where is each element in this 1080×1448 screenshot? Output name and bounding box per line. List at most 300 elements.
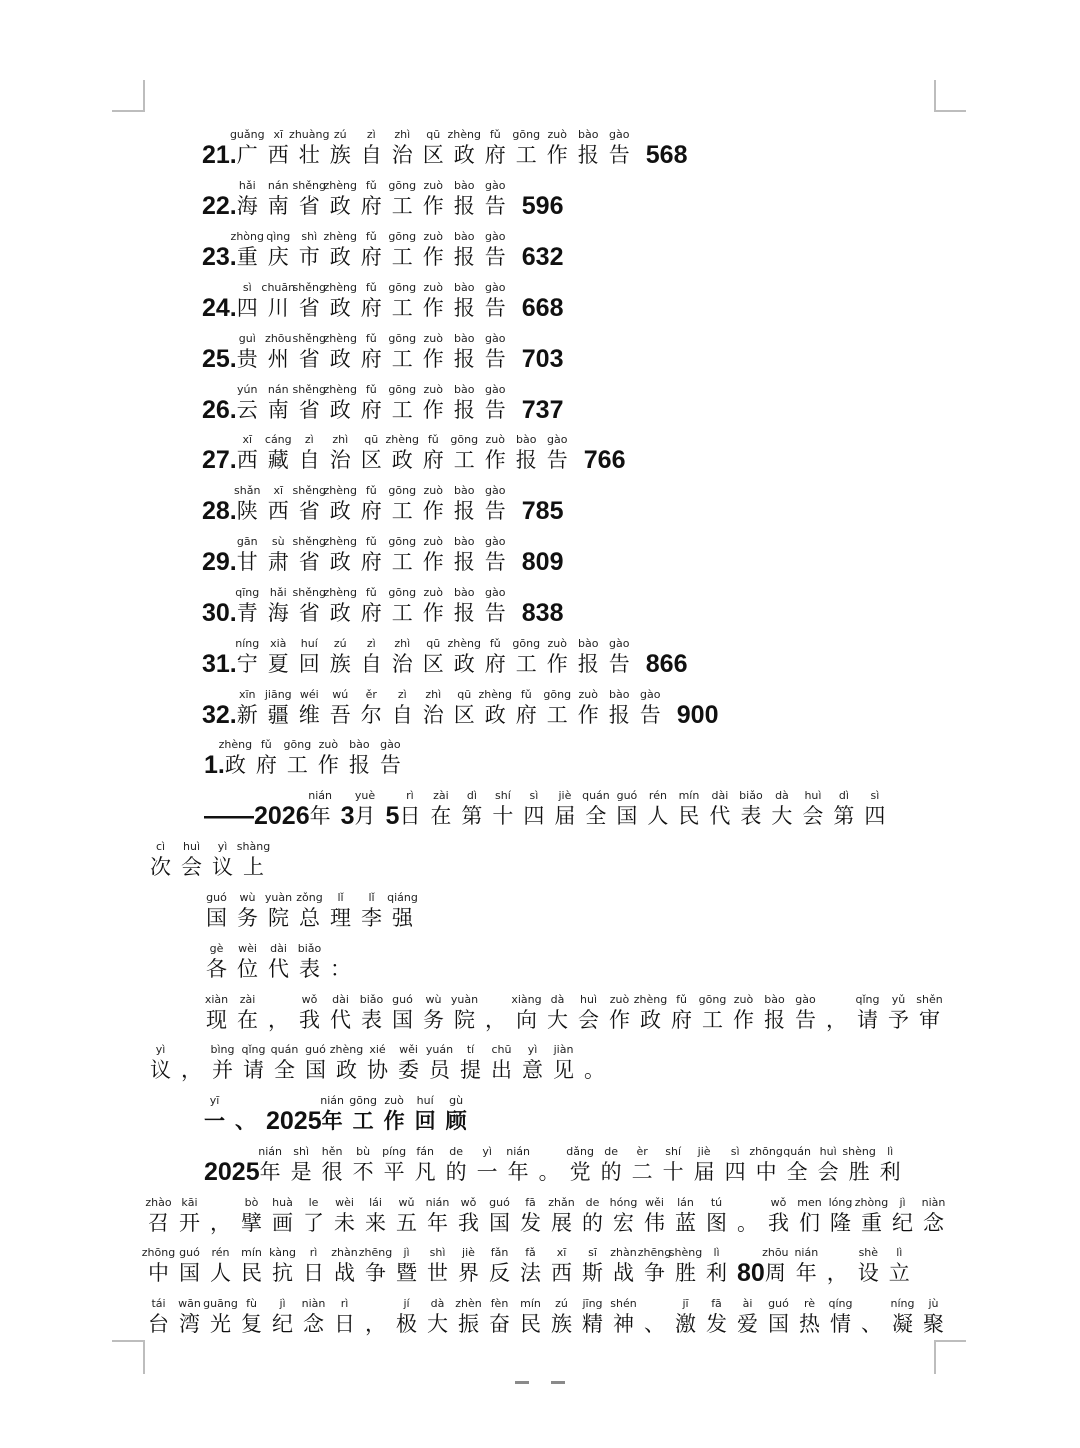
toc-entry-26-seg-1: 云南省政府工作报告 [236,398,516,422]
para-1-line-2-seg-0: 议，并请全国政协委员提出意见。 [150,1058,615,1082]
crop-mark-top-right-v [934,80,936,112]
para-2-line-3-seg-0: 中国人民抗日战争暨世界反法西斯战争胜利 [148,1261,737,1285]
pinyin-syllable: zuò [384,1094,404,1107]
pinyin-syllable: huí [416,1094,434,1107]
pinyin-syllable: zǒng [296,891,323,904]
pinyin-syllable: zuò [423,586,444,599]
pinyin-syllable: lǐ [337,891,344,904]
toc-entry-24-seg-2: 668 [521,294,564,322]
pinyin-syllable: gào [485,179,506,192]
pinyin-syllable: jiàn [553,1043,574,1056]
section-1-title-text [204,750,411,780]
pinyin-syllable: xiàn [204,993,229,1006]
pinyin-syllable: de [449,1145,463,1158]
toc-entry-25-seg-1: 贵州省政府工作报告 [236,347,516,371]
pinyin-syllable: zhèng [447,128,481,141]
crop-mark-bottom-left-h [112,1340,144,1342]
pinyin-syllable: bào [454,535,475,548]
pinyin-syllable: zài [239,993,256,1006]
toc-entry-32-seg-2: 900 [676,701,719,729]
pinyin-syllable: dà [775,789,789,802]
pinyin-syllable: zhōng [749,1145,783,1158]
pinyin-syllable: zuò [609,993,630,1006]
pinyin-syllable: zhèng [447,637,481,650]
pinyin-syllable: chū [491,1043,512,1056]
pinyin-syllable: gōng [388,179,417,192]
pinyin-syllable: bào [454,383,475,396]
crop-mark-bottom-right-h [934,1340,966,1342]
pinyin-syllable: bào [764,993,785,1006]
toc-entry-32-seg-0: 32. [202,701,237,729]
pinyin-syllable: lì [896,1246,903,1259]
pinyin-syllable: bào [454,281,475,294]
para-2-line-3-seg-1: 80 [737,1259,765,1287]
pinyin-syllable: yuán [425,1043,454,1056]
pinyin-syllable: lóng [828,1196,853,1209]
pinyin-syllable: yì [155,1043,166,1056]
pinyin-syllable: zuò [423,281,444,294]
pinyin-syllable: fǔ [365,179,377,192]
pinyin-syllable: zhèng [218,738,253,751]
pinyin-syllable: shěng [292,332,326,345]
pinyin-syllable: gào [485,332,506,345]
pinyin-syllable: zì [397,688,407,701]
pinyin-syllable: bào [454,586,475,599]
pinyin-syllable: yuàn [450,993,479,1006]
pinyin-syllable: dài [332,993,349,1006]
pinyin-syllable: xī [556,1246,567,1259]
pinyin-syllable: gōng [388,383,417,396]
para-1-line-1-text [206,1005,950,1035]
pinyin-syllable: guó [489,1196,510,1209]
speaker-line-seg-0: 国务院总理李强 [206,906,423,930]
toc-entry-28-text [202,496,563,526]
pinyin-syllable: gōng [388,586,417,599]
page-footer-dash-left [515,1381,529,1384]
pinyin-syllable: shěng [292,179,326,192]
pinyin-syllable: fā [711,1297,722,1310]
pinyin-syllable: shí [495,789,511,802]
pinyin-syllable: zhōu [762,1246,789,1259]
pinyin-syllable: kāi [181,1196,198,1209]
pinyin-syllable: tái [151,1297,166,1310]
pinyin-syllable: guó [206,891,227,904]
pinyin-syllable: gōng [388,281,417,294]
pinyin-syllable: zhèng [478,688,512,701]
pinyin-syllable: gào [795,993,816,1006]
pinyin-syllable: quán [582,789,610,802]
pinyin-syllable: xié [369,1043,386,1056]
pinyin-syllable: yuàn [264,891,293,904]
pinyin-syllable: qū [457,688,472,701]
pinyin-syllable: guó [392,993,413,1006]
pinyin-syllable: bào [454,179,475,192]
pinyin-syllable: gào [485,383,506,396]
para-2-line-4-text [148,1309,954,1339]
pinyin-syllable: wān [178,1297,201,1310]
pinyin-syllable: shěng [292,383,326,396]
pinyin-syllable: zhòng [230,230,264,243]
pinyin-syllable: zuò [547,128,568,141]
pinyin-syllable: èr [636,1145,648,1158]
pinyin-syllable: bù [356,1145,371,1158]
speaker-line-text [206,903,423,933]
pinyin-syllable: shì [301,230,318,243]
pinyin-syllable: gào [485,230,506,243]
pinyin-syllable: le [308,1196,319,1209]
pinyin-syllable: nián [425,1196,450,1209]
pinyin-syllable: jì [899,1196,906,1209]
pinyin-syllable: nián [794,1246,819,1259]
pinyin-syllable: guǎng [229,128,265,141]
pinyin-syllable: jiāng [264,688,292,701]
toc-entry-27-seg-1: 西藏自治区政府工作报告 [236,448,578,472]
pinyin-syllable: zú [333,128,347,141]
subtitle-line-1-seg-1: 年 [309,804,341,828]
pinyin-syllable: cì [155,840,166,853]
pinyin-syllable: dài [711,789,729,802]
toc-entry-29-text [202,547,563,577]
pinyin-syllable: wèi [238,942,257,955]
pinyin-syllable: fǔ [365,484,377,497]
pinyin-syllable: zhǎn [548,1196,575,1209]
pinyin-syllable: guó [768,1297,789,1310]
pinyin-syllable: zuò [578,688,599,701]
pinyin-syllable: huì [819,1145,837,1158]
pinyin-syllable: niàn [921,1196,946,1209]
pinyin-syllable: qū [426,128,441,141]
para-1-line-2-text [150,1055,615,1085]
pinyin-syllable: zhì [394,128,411,141]
pinyin-syllable: fǔ [427,433,439,446]
toc-entry-32-text [202,700,718,730]
pinyin-syllable: qū [364,433,379,446]
pinyin-syllable: jí [403,1297,410,1310]
toc-entry-25-text [202,344,563,374]
pinyin-syllable: chuān [261,281,296,294]
para-2-line-3-text [148,1258,920,1288]
pinyin-syllable: shěng [292,281,326,294]
pinyin-syllable: shí [665,1145,682,1158]
pinyin-syllable: yuè [354,789,376,802]
crop-mark-top-left-v [143,80,145,112]
toc-entry-29-seg-1: 甘肃省政府工作报告 [236,550,516,574]
pinyin-syllable: xīn [238,688,256,701]
toc-entry-26-seg-2: 737 [521,396,564,424]
pinyin-syllable: biǎo [297,942,322,955]
greeting-line-seg-0: 各位代表： [206,957,361,981]
crop-mark-bottom-left-v [143,1340,145,1374]
pinyin-syllable: wǔ [398,1196,415,1209]
toc-entry-28-seg-2: 785 [521,497,564,525]
toc-entry-23-seg-1: 重庆市政府工作报告 [236,245,516,269]
pinyin-syllable: shè [858,1246,879,1259]
pinyin-syllable: huà [272,1196,293,1209]
pinyin-syllable: gào [640,688,661,701]
pinyin-syllable: huí [300,637,318,650]
pinyin-syllable: dǎng [566,1145,594,1158]
pinyin-syllable: fǎn [490,1246,509,1259]
pinyin-syllable: xī [242,433,253,446]
pinyin-syllable: shěng [292,535,326,548]
pinyin-syllable: shǎn [234,484,261,497]
pinyin-syllable: bào [454,230,475,243]
pinyin-syllable: zhèng [323,383,357,396]
pinyin-syllable: zhèng [323,281,357,294]
pinyin-syllable: bào [454,332,475,345]
pinyin-syllable: zhèng [323,535,357,548]
toc-entry-23-seg-2: 632 [521,243,564,271]
toc-entry-23-text [202,242,563,272]
pinyin-syllable: gào [380,738,401,751]
section-heading-2025-review-seg-0: 一、 [204,1109,266,1133]
pinyin-syllable: lì [887,1145,894,1158]
pinyin-syllable: gù [449,1094,464,1107]
pinyin-syllable: jì [403,1246,410,1259]
para-2-line-2-seg-0: 召开，擘画了未来五年我国发展的宏伟蓝图。我们隆重纪念 [148,1211,954,1235]
pinyin-syllable: biǎo [359,993,384,1006]
pinyin-syllable: zuò [485,433,506,446]
section-heading-2025-review-text [204,1106,477,1136]
pinyin-syllable: niàn [301,1297,326,1310]
pinyin-syllable: nán [267,179,289,192]
toc-entry-27-seg-2: 766 [583,446,626,474]
toc-entry-21-seg-1: 广西壮族自治区政府工作报告 [236,143,640,167]
pinyin-syllable: ài [742,1297,753,1310]
pinyin-syllable: wèi [335,1196,354,1209]
pinyin-syllable: bào [516,433,537,446]
pinyin-syllable: fǔ [489,128,501,141]
toc-entry-25-seg-2: 703 [521,345,564,373]
pinyin-syllable: zì [304,433,314,446]
pinyin-syllable: nián [320,1094,344,1107]
toc-entry-31-seg-2: 866 [645,650,688,678]
pinyin-syllable: gōng [512,128,541,141]
page-footer-dash-right [551,1381,565,1384]
pinyin-syllable: men [797,1196,822,1209]
pinyin-syllable: hǎi [238,179,256,192]
pinyin-syllable: gào [485,586,506,599]
toc-entry-22-seg-1: 海南省政府工作报告 [236,194,516,218]
pinyin-syllable: zú [555,1297,568,1310]
toc-entry-26-text [202,395,563,425]
pinyin-syllable: dài [270,942,287,955]
pinyin-syllable: dà [430,1297,445,1310]
pinyin-syllable: bào [609,688,630,701]
pinyin-syllable: rì [309,1246,318,1259]
pinyin-syllable: gào [485,484,506,497]
pinyin-syllable: gōng [543,688,572,701]
pinyin-syllable: rè [803,1297,816,1310]
pinyin-syllable: zhòng [854,1196,889,1209]
pinyin-syllable: zài [433,789,449,802]
pinyin-syllable: zhèng [323,586,357,599]
pinyin-syllable: wú [332,688,349,701]
pinyin-syllable: zì [366,637,376,650]
pinyin-syllable: zú [333,637,347,650]
toc-entry-31-text [202,649,687,679]
pinyin-syllable: zuò [318,738,339,751]
pinyin-syllable: zuò [423,179,444,192]
pinyin-syllable: nián [308,789,332,802]
pinyin-syllable: huì [580,993,597,1006]
pinyin-syllable: dì [838,789,849,802]
para-2-line-1-seg-0: 2025 [204,1158,260,1186]
pinyin-syllable: gōng [388,484,417,497]
toc-entry-28-seg-0: 28. [202,497,237,525]
toc-entry-21-seg-0: 21. [202,141,237,169]
crop-mark-bottom-right-v [934,1340,936,1374]
pinyin-syllable: kàng [269,1246,296,1259]
pinyin-syllable: bìng [210,1043,235,1056]
toc-entry-27-seg-0: 27. [202,446,237,474]
crop-mark-top-right-h [934,110,966,112]
pinyin-syllable: gōng [388,535,417,548]
pinyin-syllable: zhèng [329,1043,364,1056]
pinyin-syllable: gōng [349,1094,377,1107]
toc-entry-30-seg-2: 838 [521,599,564,627]
pinyin-syllable: gào [609,128,630,141]
toc-entry-30-seg-0: 30. [202,599,237,627]
pinyin-syllable: tú [710,1196,723,1209]
pinyin-syllable: fǔ [489,637,501,650]
toc-entry-25-seg-0: 25. [202,345,237,373]
pinyin-syllable: shàng [236,840,271,853]
pinyin-syllable: fǔ [365,535,377,548]
pinyin-syllable: rén [211,1246,230,1259]
pinyin-syllable: zhèng [385,433,419,446]
pinyin-syllable: fǎ [525,1246,536,1259]
pinyin-syllable: sì [870,789,880,802]
pinyin-syllable: sì [529,789,539,802]
pinyin-syllable: zhì [332,433,349,446]
pinyin-syllable: shěng [292,586,326,599]
pinyin-syllable: tí [466,1043,475,1056]
pinyin-syllable: cáng [264,433,292,446]
pinyin-syllable: qū [426,637,441,650]
pinyin-syllable: rì [406,789,414,802]
pinyin-syllable: zuò [733,993,754,1006]
toc-entry-23-seg-0: 23. [202,243,237,271]
pinyin-syllable: zuò [423,230,444,243]
pinyin-syllable: zhèng [323,332,357,345]
pinyin-syllable: guāng [203,1297,238,1310]
pinyin-syllable: yún [237,383,258,396]
pinyin-syllable: zuò [423,484,444,497]
section-heading-2025-review-seg-2: 年工作回顾 [321,1109,477,1133]
toc-entry-24-seg-1: 四川省政府工作报告 [236,296,516,320]
pinyin-syllable: shěn [916,993,943,1006]
para-2-line-3-seg-2: 周年，设立 [764,1261,920,1285]
pinyin-syllable: wěi [399,1043,418,1056]
pinyin-syllable: sù [271,535,285,548]
pinyin-syllable: de [604,1145,618,1158]
pinyin-syllable: xī [273,484,284,497]
pinyin-syllable: hǎi [269,586,287,599]
pinyin-syllable: jì [279,1297,286,1310]
pinyin-syllable: xià [270,637,287,650]
pinyin-syllable: shěng [292,484,326,497]
pinyin-syllable: gōng [698,993,727,1006]
pinyin-syllable: quán [270,1043,299,1056]
pinyin-syllable: fǔ [365,332,377,345]
pinyin-syllable: qiáng [387,891,418,904]
pinyin-syllable: bào [349,738,370,751]
pinyin-syllable: zuò [547,637,568,650]
pinyin-syllable: zhèn [455,1297,482,1310]
crop-mark-top-left-h [112,110,144,112]
toc-entry-22-seg-0: 22. [202,192,237,220]
pinyin-syllable: zhēng [637,1246,672,1259]
toc-entry-30-seg-1: 青海省政府工作报告 [236,601,516,625]
pinyin-syllable: wù [425,993,442,1006]
pinyin-syllable: sì [730,1145,740,1158]
pinyin-syllable: sì [242,281,252,294]
pinyin-syllable: qǐng [241,1043,266,1056]
pinyin-syllable: fǔ [365,586,377,599]
pinyin-syllable: zhēng [358,1246,393,1259]
toc-entry-21-text [202,140,687,170]
pinyin-syllable: zhèng [323,484,357,497]
pinyin-syllable: jiè [558,789,572,802]
pinyin-syllable: dà [550,993,565,1006]
pinyin-syllable: nián [506,1145,530,1158]
subtitle-line-2-seg-0: 次会议上 [150,855,274,879]
pinyin-syllable: qíng [828,1297,853,1310]
pinyin-syllable: jiè [462,1246,475,1259]
pinyin-syllable: zhōu [265,332,292,345]
pinyin-syllable: zhèng [323,230,357,243]
pinyin-syllable: fā [525,1196,536,1209]
pinyin-syllable: yǔ [891,993,906,1006]
pinyin-syllable: fǔ [365,230,377,243]
pinyin-syllable: fù [246,1297,257,1310]
pinyin-syllable: zhàn [331,1246,358,1259]
pinyin-syllable: xī [273,128,284,141]
pinyin-syllable: lán [677,1196,694,1209]
pinyin-syllable: gào [485,535,506,548]
toc-entry-30-text [202,598,563,628]
pinyin-syllable: bào [454,484,475,497]
pinyin-syllable: dì [466,789,477,802]
para-2-line-1-text [204,1157,911,1187]
pinyin-syllable: gōng [512,637,541,650]
pinyin-syllable: wěi [645,1196,664,1209]
pinyin-syllable: fán [416,1145,434,1158]
toc-entry-21-seg-2: 568 [645,141,688,169]
pinyin-syllable: jīng [582,1297,603,1310]
pinyin-syllable: guó [616,789,638,802]
pinyin-syllable: gōng [388,332,417,345]
pinyin-syllable: sī [588,1246,597,1259]
pinyin-syllable: lì [713,1246,720,1259]
pinyin-syllable: bò [244,1196,259,1209]
pinyin-syllable: de [585,1196,600,1209]
pinyin-syllable: shén [610,1297,637,1310]
toc-entry-24-text [202,293,563,323]
pinyin-syllable: fǔ [676,993,687,1006]
para-2-line-2-text [148,1208,954,1238]
pinyin-syllable: gào [609,637,630,650]
pinyin-syllable: yì [527,1043,538,1056]
pinyin-syllable: wǒ [460,1196,477,1209]
toc-entry-31-seg-0: 31. [202,650,237,678]
pinyin-syllable: gè [209,942,224,955]
pinyin-syllable: lǐ [368,891,375,904]
pinyin-syllable: zuò [423,332,444,345]
toc-entry-24-seg-0: 24. [202,294,237,322]
pinyin-syllable: zhōng [141,1246,176,1259]
